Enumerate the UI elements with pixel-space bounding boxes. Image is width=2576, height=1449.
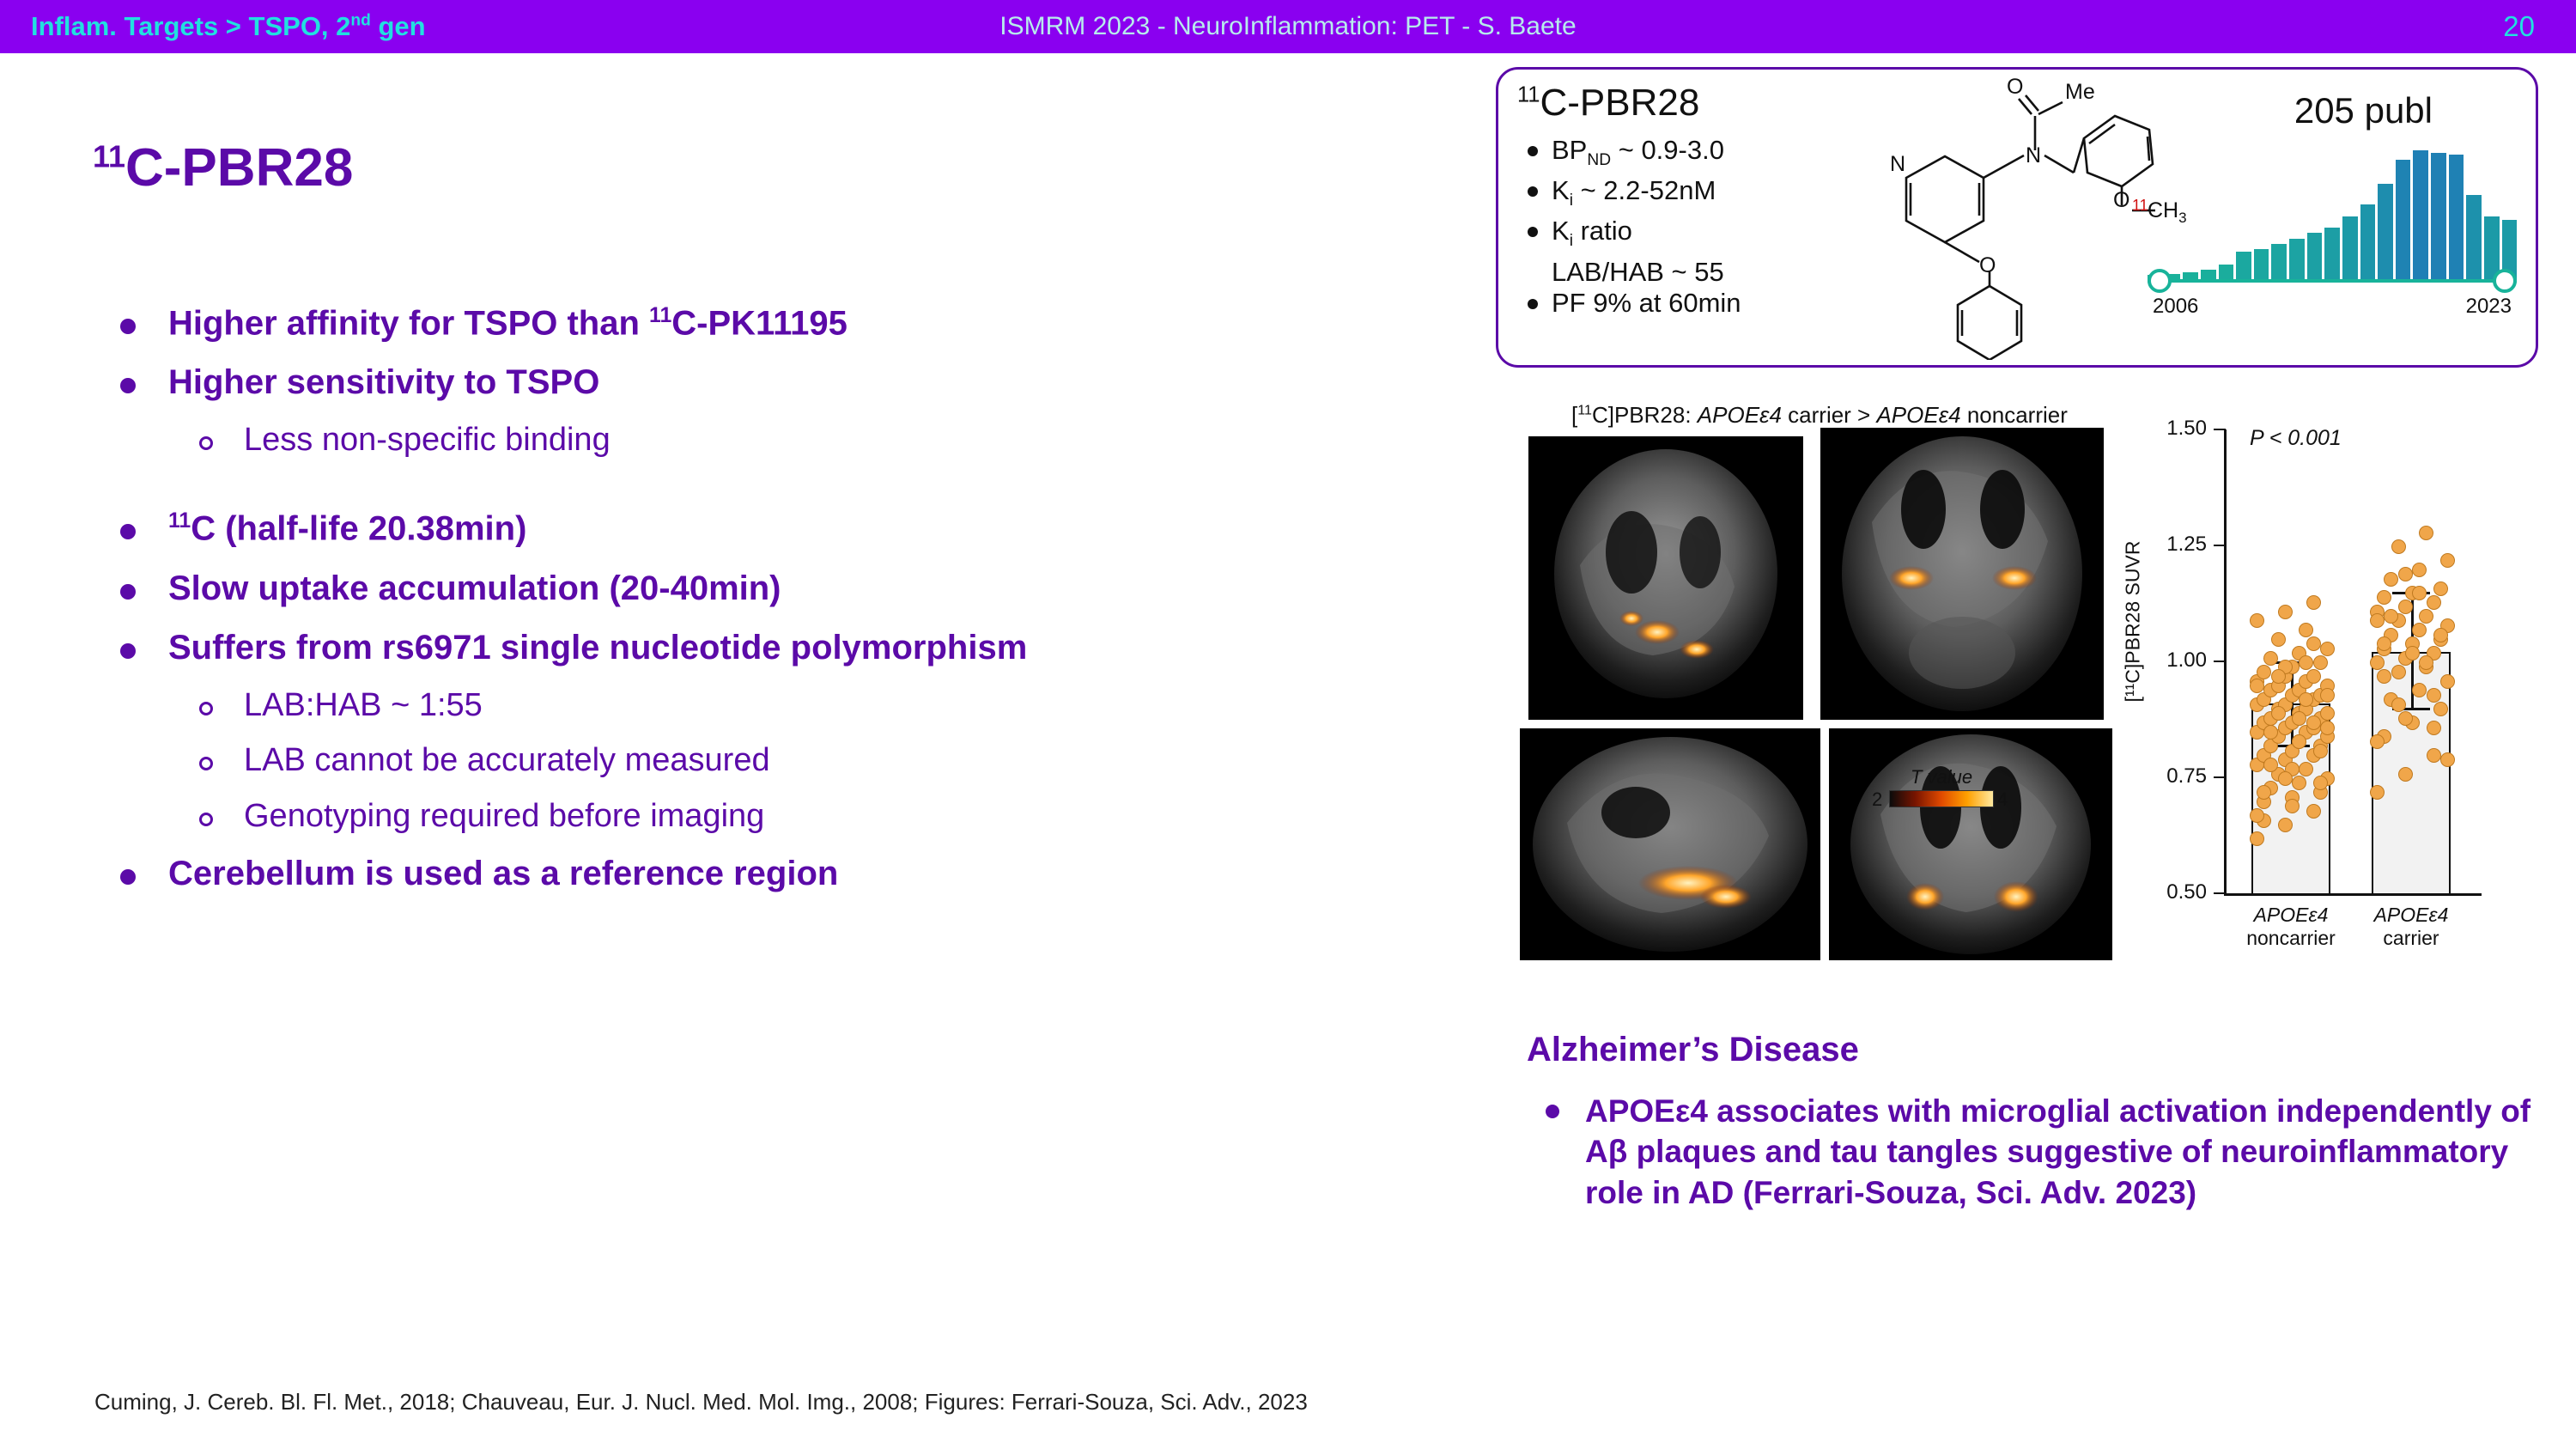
tvalue-min-label: 2: [1872, 788, 1883, 810]
chart-data-point: [2306, 595, 2321, 610]
chart-data-point: [2250, 679, 2264, 693]
bullet-dot-icon: [1528, 186, 1538, 197]
list-item-label: $^{11}$C (half-life 20.38min): [168, 509, 527, 548]
list-item-label: APOEε4 associates with microglial activation independently of Aβ plaques and tau tangles suggestive of neuroinflammatory role in AD (Ferrari-Souza, Sci. Adv. 2023): [1585, 1093, 2531, 1210]
molecule-label-ring-n: N: [1890, 152, 1906, 176]
molecule-label-amide-n: N: [2026, 143, 2042, 167]
list-item-sub: [199, 423, 1511, 458]
bullet-dot-icon: [120, 378, 136, 393]
chart-data-point: [2398, 767, 2413, 782]
list-item: [1528, 216, 1862, 251]
tvalue-max-label: 4: [1997, 788, 2008, 810]
molecule-label-methyl: Me: [2065, 80, 2095, 104]
chart-data-point: [2384, 572, 2398, 587]
chart-data-point: [2313, 655, 2328, 670]
list-item: [120, 364, 1511, 400]
chart-x-axis: [2224, 893, 2482, 896]
chart-data-point: [2278, 605, 2293, 619]
bullet-dot-icon: [1528, 299, 1538, 309]
histogram-bars: [2148, 150, 2517, 279]
chart-data-point: [2419, 609, 2433, 624]
chart-data-point: [2320, 642, 2335, 656]
bullet-dot-icon: [1528, 146, 1538, 156]
list-spacer: [120, 479, 1511, 510]
chart-data-point: [2398, 711, 2413, 726]
bullet-dot-icon: [120, 869, 136, 885]
chart-data-point: [2427, 748, 2441, 763]
chart-y-tick-label: 0.50: [2166, 880, 2207, 904]
list-item: [120, 305, 1511, 341]
histogram-bar: [2484, 216, 2500, 279]
chart-y-tick: [2214, 776, 2226, 778]
histogram-bar: [2396, 160, 2411, 279]
list-item-label: Higher affinity for TSPO than $^{11}$C-PK11195: [168, 304, 848, 343]
histogram-bar: [2413, 150, 2428, 279]
list-item-sub: [199, 800, 1511, 834]
chart-data-point: [2306, 715, 2321, 730]
compound-properties-list: [1528, 135, 1862, 324]
chart-data-point: [2377, 590, 2391, 605]
chart-data-point: [2263, 651, 2278, 666]
histogram-bar: [2201, 270, 2216, 279]
list-item-label: $BP_{ND}$ ~ 0.9-3.0: [1552, 135, 1724, 170]
list-item-label: Higher sensitivity to TSPO: [168, 363, 600, 402]
molecule-label-ether-o: O: [2113, 188, 2130, 212]
histogram-bar: [2236, 252, 2251, 279]
chart-y-axis-label: [¹¹C]PBR28 SUVR: [2121, 540, 2144, 703]
chart-data-point: [2440, 674, 2455, 689]
page-title: [93, 137, 353, 198]
list-item-continuation: LAB/HAB ~ 55: [1552, 256, 1724, 287]
tvalue-colorbar-label: T value: [1911, 766, 1973, 788]
molecule-label-carbonyl-o: O: [2007, 76, 2024, 99]
publications-histogram: [2148, 145, 2517, 318]
chart-data-point: [2299, 623, 2313, 637]
list-item-label: Suffers from rs6971 single nucleotide polymorphism: [168, 628, 1028, 667]
histogram-bar: [2289, 239, 2305, 279]
brain-image-coronal-bottom: [1829, 728, 2112, 960]
brain-image-sagittal-bottom: [1520, 728, 1820, 960]
histogram-bar: [2466, 195, 2482, 279]
molecule-label-ch3: $CH_3$: [2148, 198, 2187, 226]
alzheimer-section-title: Alzheimer’s Disease: [1527, 1031, 1859, 1068]
list-item: [120, 855, 1511, 892]
chart-data-point: [2412, 586, 2427, 600]
chart-data-point: [2278, 818, 2293, 832]
chart-data-point: [2419, 526, 2433, 540]
histogram-bar: [2219, 265, 2234, 279]
list-item-label: $K_i$ ~ 2.2-52nM: [1552, 175, 1716, 210]
compound-name-main: C-PBR28: [1540, 82, 1700, 124]
chart-y-tick-label: 1.00: [2166, 648, 2207, 672]
chart-y-tick-label: 1.25: [2166, 533, 2207, 556]
chart-data-point: [2391, 539, 2406, 554]
chart-y-tick: [2214, 429, 2226, 430]
chart-data-point: [2398, 600, 2413, 614]
molecule-label-c11: 11: [2132, 197, 2148, 214]
chart-data-point: [2278, 771, 2293, 786]
header-breadcrumb-post: gen: [370, 11, 426, 41]
chart-data-point: [2320, 688, 2335, 703]
bullet-dot-icon: [1528, 227, 1538, 237]
page-title-isotope: 11: [93, 138, 126, 174]
chart-data-point: [2370, 613, 2385, 628]
compound-isotope: 11: [1517, 82, 1540, 107]
chart-y-tick-label: 0.75: [2166, 764, 2207, 788]
brain-image-axial-top: [1820, 428, 2104, 720]
histogram-bar: [2271, 244, 2287, 279]
chart-data-point: [2391, 665, 2406, 679]
header-conference-title: ISMRM 2023 - NeuroInflammation: PET - S. Baete: [999, 12, 1577, 40]
chart-data-point: [2271, 632, 2286, 647]
chart-y-tick: [2214, 661, 2226, 662]
chart-data-point: [2370, 655, 2385, 670]
chart-data-point: [2313, 744, 2328, 758]
histogram-end-marker: [2493, 269, 2517, 293]
list-item-label: Cerebellum is used as a reference region: [168, 855, 839, 893]
chart-data-point: [2427, 721, 2441, 735]
chart-data-point: [2433, 628, 2448, 642]
publication-count-label: 205 publ: [2293, 90, 2433, 131]
histogram-bar: [2342, 216, 2358, 279]
list-item-label: $K_i$ ratio: [1552, 216, 1632, 251]
chart-data-point: [2250, 613, 2264, 628]
list-item-label: Genotyping required before imaging: [244, 798, 765, 835]
list-item: [120, 510, 1511, 546]
bullet-dot-icon: [120, 319, 136, 334]
histogram-bar: [2254, 249, 2269, 279]
header-breadcrumb-superscript: nd: [350, 11, 371, 30]
chart-data-point: [2271, 706, 2286, 721]
slide-header-bar: [0, 0, 2576, 53]
bullet-dot-icon: [1546, 1105, 1559, 1118]
bullet-dot-icon: [120, 524, 136, 539]
histogram-end-year: 2023: [2465, 295, 2512, 318]
chart-pvalue-annotation: P < 0.001: [2250, 426, 2342, 450]
chart-data-point: [2412, 563, 2427, 577]
chart-data-point: [2398, 567, 2413, 581]
list-item: [120, 630, 1511, 666]
list-item: [1546, 1091, 2533, 1213]
list-item-label: Less non-specific binding: [244, 422, 611, 459]
chart-data-point: [2306, 669, 2321, 684]
histogram-start-year: 2006: [2153, 295, 2199, 318]
bullet-list: [120, 305, 1511, 915]
chart-y-tick-label: 1.50: [2166, 417, 2207, 440]
histogram-bar: [2324, 228, 2340, 279]
list-item-label: LAB cannot be accurately measured: [244, 742, 770, 779]
chart-data-point: [2412, 623, 2427, 637]
chart-data-point: [2427, 595, 2441, 610]
bullet-dot-icon: [120, 643, 136, 659]
chart-data-point: [2257, 665, 2271, 679]
chart-data-point: [2292, 734, 2306, 749]
list-item-label: Slow uptake accumulation (20-40min): [168, 569, 781, 607]
histogram-bar: [2378, 184, 2393, 279]
chart-data-point: [2440, 553, 2455, 568]
slide-page-number: 20: [2503, 10, 2535, 42]
chart-data-point: [2292, 711, 2306, 726]
histogram-axis: [2148, 279, 2517, 283]
bullet-ring-icon: [199, 702, 213, 715]
list-item-label: LAB:HAB ~ 1:55: [244, 686, 483, 723]
figure-caption: [$^{11}$C]PBR28: APOEε4 carrier > APOEε4 noncarrier: [1571, 402, 2068, 428]
chart-data-point: [2433, 702, 2448, 716]
compound-name: [1517, 82, 1699, 125]
histogram-start-marker: [2148, 269, 2172, 293]
list-item: [1528, 175, 1862, 210]
bullet-ring-icon: [199, 813, 213, 826]
histogram-bar: [2431, 153, 2446, 279]
histogram-bar: [2183, 272, 2198, 279]
chart-x-category-label: APOEε4 noncarrier: [2246, 904, 2336, 949]
header-breadcrumb-pre: Inflam. Targets > TSPO, 2: [31, 11, 351, 41]
chart-data-point: [2320, 721, 2335, 735]
list-item-sub: [199, 686, 1511, 723]
chart-data-point: [2427, 688, 2441, 703]
chart-data-point: [2299, 655, 2313, 670]
chart-data-point: [2320, 706, 2335, 721]
chart-data-point: [2306, 636, 2321, 651]
bullet-ring-icon: [199, 436, 213, 450]
tvalue-colorbar: [1889, 790, 1994, 807]
histogram-bar: [2360, 204, 2376, 279]
pet-figure-panel: [1520, 402, 2533, 1003]
chart-data-point: [2433, 581, 2448, 596]
brain-image-sagittal-top: [1528, 436, 1803, 720]
suvr-bar-scatter-chart: [2121, 412, 2499, 949]
compound-info-card: [1496, 67, 2538, 368]
chart-y-tick: [2214, 892, 2226, 894]
page-title-main: C-PBR28: [125, 138, 354, 198]
histogram-bar: [2449, 155, 2464, 279]
list-item-label: PF 9% at 60min: [1552, 287, 1741, 318]
chart-data-point: [2271, 669, 2286, 684]
list-item-sub: [199, 744, 1511, 778]
chart-data-point: [2391, 697, 2406, 712]
list-item: [1528, 288, 1862, 319]
chart-data-point: [2370, 734, 2385, 749]
footer-reference: Cuming, J. Cereb. Bl. Fl. Met., 2018; Chauveau, Eur. J. Nucl. Med. Mol. Img., 2008; Figures: Ferrari-Souza, Sci. Adv., 2023: [94, 1389, 1308, 1415]
molecule-label-phenoxy-o: O: [1979, 253, 1996, 277]
chart-data-point: [2440, 752, 2455, 767]
chart-y-tick: [2214, 545, 2226, 546]
list-item: [120, 570, 1511, 606]
histogram-bar: [2307, 233, 2323, 279]
chart-data-point: [2306, 804, 2321, 819]
bullet-dot-icon: [120, 584, 136, 600]
list-item: [1528, 135, 1862, 170]
chart-x-category-label: APOEε4 carrier: [2373, 904, 2449, 949]
bullet-ring-icon: [199, 757, 213, 770]
